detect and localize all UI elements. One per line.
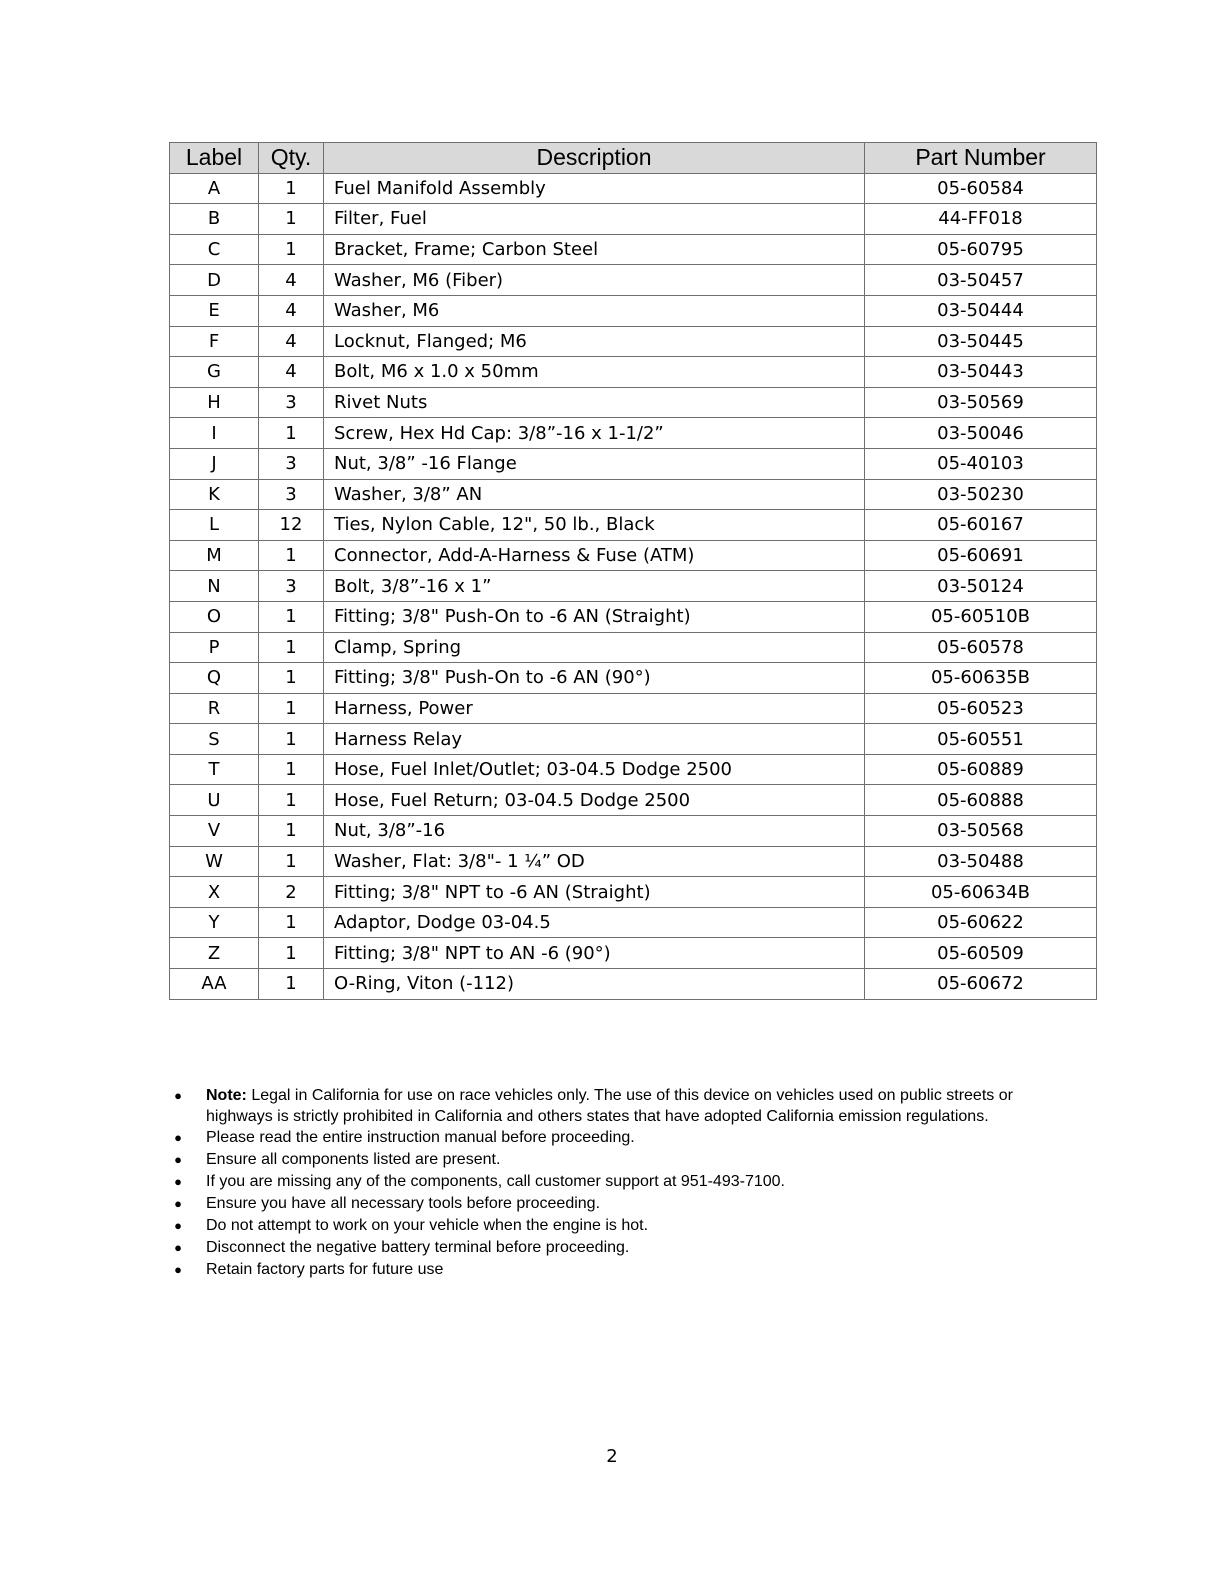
row-description: Harness, Power (324, 693, 865, 724)
table-row (170, 326, 1097, 357)
table-row (170, 510, 1097, 541)
header-qty: Qty. (259, 143, 324, 174)
row-qty: 1 (259, 785, 324, 816)
row-part-number: 03-50444 (865, 295, 1097, 326)
row-description: Ties, Nylon Cable, 12", 50 lb., Black (324, 510, 865, 541)
note-item (172, 1260, 1032, 1281)
row-description: Clamp, Spring (324, 632, 865, 663)
row-part-number: 03-50488 (865, 846, 1097, 877)
row-qty: 4 (259, 357, 324, 388)
row-label: Q (170, 663, 259, 694)
bullet-icon: ● (174, 1152, 182, 1168)
table-row (170, 754, 1097, 785)
row-label: G (170, 357, 259, 388)
table-row (170, 265, 1097, 296)
table-row (170, 724, 1097, 755)
row-label: X (170, 877, 259, 908)
note-item-text: If you are missing any of the components, call customer support at 951-493-7100. (206, 1173, 785, 1191)
table-row (170, 540, 1097, 571)
row-qty: 1 (259, 540, 324, 571)
table-row (170, 846, 1097, 877)
row-label: R (170, 693, 259, 724)
row-label: W (170, 846, 259, 877)
row-part-number: 05-60510B (865, 601, 1097, 632)
notes-list (172, 1086, 1032, 1282)
note-item (172, 1150, 1032, 1171)
row-qty: 3 (259, 479, 324, 510)
row-description: Bolt, 3/8”-16 x 1” (324, 571, 865, 602)
row-label: T (170, 754, 259, 785)
row-part-number: 05-60634B (865, 877, 1097, 908)
row-qty: 1 (259, 969, 324, 1000)
bullet-icon: ● (174, 1130, 182, 1146)
row-part-number: 44-FF018 (865, 204, 1097, 235)
row-qty: 3 (259, 571, 324, 602)
row-qty: 3 (259, 387, 324, 418)
header-part-number: Part Number (865, 143, 1097, 174)
row-qty: 1 (259, 846, 324, 877)
table-row (170, 601, 1097, 632)
row-qty: 12 (259, 510, 324, 541)
note-item-text: Do not attempt to work on your vehicle when the engine is hot. (206, 1216, 649, 1234)
row-part-number: 05-60888 (865, 785, 1097, 816)
row-description: Bolt, M6 x 1.0 x 50mm (324, 357, 865, 388)
row-description: Fitting; 3/8" NPT to AN -6 (90°) (324, 938, 865, 969)
row-part-number: 03-50569 (865, 387, 1097, 418)
row-description: Nut, 3/8” -16 Flange (324, 448, 865, 479)
row-label: S (170, 724, 259, 755)
row-part-number: 05-60578 (865, 632, 1097, 663)
row-label: U (170, 785, 259, 816)
bullet-icon: ● (174, 1088, 182, 1103)
note-item (172, 1128, 1032, 1149)
row-qty: 1 (259, 938, 324, 969)
row-label: L (170, 510, 259, 541)
row-part-number: 05-60672 (865, 969, 1097, 1000)
note-item (172, 1238, 1032, 1259)
row-qty: 1 (259, 632, 324, 663)
note-prefix: Note: (206, 1087, 247, 1104)
row-part-number: 05-60889 (865, 754, 1097, 785)
table-row (170, 785, 1097, 816)
row-label: F (170, 326, 259, 357)
row-description: Connector, Add-A-Harness & Fuse (ATM) (324, 540, 865, 571)
table-row (170, 418, 1097, 449)
note-item-text: Disconnect the negative battery terminal before proceeding. (206, 1238, 630, 1256)
row-label: Z (170, 938, 259, 969)
row-description: Locknut, Flanged; M6 (324, 326, 865, 357)
table-row (170, 295, 1097, 326)
row-label: J (170, 448, 259, 479)
row-part-number: 05-60622 (865, 907, 1097, 938)
bullet-icon: ● (174, 1239, 182, 1255)
row-label: A (170, 173, 259, 204)
row-description: Fitting; 3/8" NPT to -6 AN (Straight) (324, 877, 865, 908)
row-qty: 3 (259, 448, 324, 479)
row-description: Hose, Fuel Inlet/Outlet; 03-04.5 Dodge 2500 (324, 754, 865, 785)
row-label: H (170, 387, 259, 418)
row-description: Harness Relay (324, 724, 865, 755)
table-row (170, 571, 1097, 602)
note-item (172, 1172, 1032, 1193)
note-item (172, 1194, 1032, 1215)
row-part-number: 05-60509 (865, 938, 1097, 969)
row-description: Screw, Hex Hd Cap: 3/8”-16 x 1-1/2” (324, 418, 865, 449)
row-part-number: 05-60795 (865, 234, 1097, 265)
row-description: Fitting; 3/8" Push-On to -6 AN (Straight) (324, 601, 865, 632)
table-row (170, 173, 1097, 204)
row-description: Fuel Manifold Assembly (324, 173, 865, 204)
table-row (170, 357, 1097, 388)
row-label: AA (170, 969, 259, 1000)
row-label: Y (170, 907, 259, 938)
note-text: Legal in California for use on race vehicles only. The use of this device on vehicles used on public streets or highways is strictly prohibited in California and others states that have adopted California emission regulations. (206, 1087, 1013, 1125)
note-item (172, 1216, 1032, 1237)
row-label: K (170, 479, 259, 510)
table-row (170, 479, 1097, 510)
table-row (170, 969, 1097, 1000)
row-qty: 4 (259, 326, 324, 357)
row-description: O-Ring, Viton (-112) (324, 969, 865, 1000)
row-part-number: 05-60167 (865, 510, 1097, 541)
row-label: O (170, 601, 259, 632)
table-row (170, 448, 1097, 479)
row-qty: 1 (259, 663, 324, 694)
row-label: I (170, 418, 259, 449)
parts-table (169, 142, 1097, 1000)
row-qty: 1 (259, 234, 324, 265)
table-row (170, 938, 1097, 969)
row-qty: 1 (259, 907, 324, 938)
table-row (170, 907, 1097, 938)
row-qty: 1 (259, 204, 324, 235)
parts-table-body (170, 173, 1097, 999)
row-qty: 1 (259, 754, 324, 785)
row-label: N (170, 571, 259, 602)
row-description: Rivet Nuts (324, 387, 865, 418)
row-description: Nut, 3/8”-16 (324, 816, 865, 847)
row-part-number: 03-50568 (865, 816, 1097, 847)
table-row (170, 816, 1097, 847)
table-row (170, 663, 1097, 694)
row-part-number: 05-60691 (865, 540, 1097, 571)
table-row (170, 693, 1097, 724)
page-number: 2 (606, 1446, 618, 1467)
note-item-legal (172, 1086, 1032, 1127)
table-row (170, 387, 1097, 418)
row-description: Washer, 3/8” AN (324, 479, 865, 510)
row-qty: 4 (259, 295, 324, 326)
row-description: Filter, Fuel (324, 204, 865, 235)
table-row (170, 632, 1097, 663)
row-qty: 1 (259, 816, 324, 847)
table-row (170, 234, 1097, 265)
row-part-number: 05-60551 (865, 724, 1097, 755)
row-label: P (170, 632, 259, 663)
row-part-number: 03-50230 (865, 479, 1097, 510)
note-item-text: Ensure you have all necessary tools before proceeding. (206, 1195, 601, 1213)
row-label: E (170, 295, 259, 326)
row-description: Adaptor, Dodge 03-04.5 (324, 907, 865, 938)
row-description: Fitting; 3/8" Push-On to -6 AN (90°) (324, 663, 865, 694)
table-row (170, 877, 1097, 908)
row-qty: 1 (259, 724, 324, 755)
row-qty: 1 (259, 418, 324, 449)
row-qty: 4 (259, 265, 324, 296)
table-row (170, 204, 1097, 235)
row-part-number: 03-50445 (865, 326, 1097, 357)
row-part-number: 05-60584 (865, 173, 1097, 204)
row-part-number: 03-50124 (865, 571, 1097, 602)
row-part-number: 03-50457 (865, 265, 1097, 296)
row-description: Washer, M6 (Fiber) (324, 265, 865, 296)
row-qty: 1 (259, 601, 324, 632)
row-description: Hose, Fuel Return; 03-04.5 Dodge 2500 (324, 785, 865, 816)
bullet-icon: ● (174, 1196, 182, 1212)
row-label: V (170, 816, 259, 847)
row-part-number: 05-60635B (865, 663, 1097, 694)
row-label: B (170, 204, 259, 235)
header-description: Description (324, 143, 865, 174)
note-item-text: Retain factory parts for future use (206, 1260, 444, 1278)
row-label: M (170, 540, 259, 571)
row-label: D (170, 265, 259, 296)
row-part-number: 05-60523 (865, 693, 1097, 724)
table-header-row (170, 143, 1097, 174)
row-description: Washer, M6 (324, 295, 865, 326)
row-qty: 1 (259, 173, 324, 204)
row-description: Bracket, Frame; Carbon Steel (324, 234, 865, 265)
row-qty: 1 (259, 693, 324, 724)
note-item-text: Please read the entire instruction manual before proceeding. (206, 1129, 635, 1147)
bullet-icon: ● (174, 1174, 182, 1190)
header-label: Label (170, 143, 259, 174)
row-label: C (170, 234, 259, 265)
row-qty: 2 (259, 877, 324, 908)
note-item-text: Ensure all components listed are present. (206, 1151, 501, 1169)
bullet-icon: ● (174, 1261, 182, 1277)
row-description: Washer, Flat: 3/8"- 1 ¼” OD (324, 846, 865, 877)
bullet-icon: ● (174, 1217, 182, 1233)
row-part-number: 03-50443 (865, 357, 1097, 388)
row-part-number: 03-50046 (865, 418, 1097, 449)
row-part-number: 05-40103 (865, 448, 1097, 479)
